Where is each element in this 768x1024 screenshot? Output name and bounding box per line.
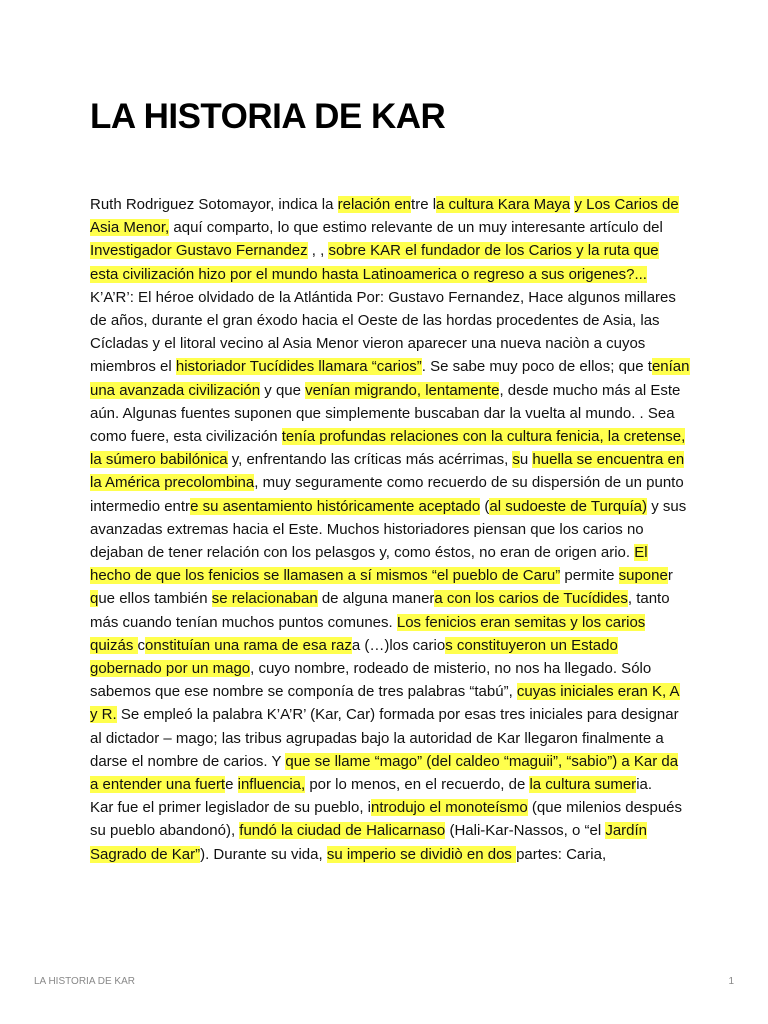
text-run: ia.: [636, 776, 653, 794]
highlighted-text: onstituían una rama de esa raz: [145, 636, 352, 654]
highlighted-text: influencia,: [237, 776, 306, 794]
text-run: y, enfrentando las críticas más acérrimas,: [227, 451, 513, 469]
text-run: (Hali-Kar-Nassos, o “el: [445, 822, 606, 840]
highlighted-text: la cultura sumer: [529, 776, 637, 794]
highlighted-text: supone: [618, 567, 668, 585]
page-number: 1: [728, 976, 734, 987]
text-run: u: [519, 451, 533, 469]
highlighted-text: a con los carios de Tucídides: [434, 590, 628, 608]
highlighted-text: sobre KAR el fundador de los Carios y la ruta que esta civilización hizo por el mundo hasta Latinoamerica o regreso a sus origenes?...: [90, 242, 659, 283]
highlighted-text: huella se encuentra en la América precolombina: [90, 451, 685, 492]
highlighted-text: y Los Carios de Asia Menor,: [90, 196, 679, 237]
highlighted-text: fundó la ciudad de Halicarnaso: [239, 822, 446, 840]
text-run: por lo menos, en el recuerdo, de: [305, 776, 530, 794]
highlighted-text: Investigador Gustavo Fernandez: [90, 242, 308, 260]
highlighted-text: historiador Tucídides llamara “carios”: [175, 358, 422, 376]
text-run: Se empleó la palabra K’A’R’ (Kar, Car) formada por esas tres iniciales para designar al dictador – mago; las tribus agrupadas bajo la autoridad de Kar llegaron finalmente a darse el nombre de carios. Y: [90, 706, 679, 770]
highlighted-text: que se llame “mago” (del caldeo “maguii”, “sabio”) a Kar da a entender una fuert: [90, 752, 679, 794]
highlighted-text: su imperio se dividiò en dos: [326, 845, 517, 863]
text-run: K’A’R’: El héroe olvidado de la Atlántida Por: Gustavo Fernandez, Hace algunos millares de años, durante el gran éxodo hacia el Oeste de las hordas procedentes de Asia, las Cícladas y el litoral vecino al Asia Menor vieron aparecer una nueva naciòn a cuyos miembros el: [90, 288, 676, 376]
text-run: permite: [560, 567, 619, 585]
highlighted-text: venían migrando, lentamente: [305, 381, 500, 399]
text-run: a (…)los cario: [351, 636, 446, 654]
highlighted-text: tenía profundas relaciones con la cultura fenicia, la cretense, la súmero babilónica: [90, 428, 686, 469]
highlighted-text: s: [512, 451, 520, 469]
text-run: , cuyo nombre, rodeado de misterio, no nos ha llegado. Sólo sabemos que ese nombre se componía de tres palabras “tabú”,: [90, 660, 652, 701]
text-run: , ,: [307, 242, 329, 260]
paragraph: [90, 796, 690, 866]
document-body: [90, 193, 690, 866]
text-run: de alguna maner: [317, 590, 435, 608]
text-run: ). Durante su vida,: [200, 845, 327, 863]
highlighted-text: al sudoeste de Turquía): [489, 497, 648, 515]
highlighted-text: e su asentamiento históricamente aceptado: [190, 497, 481, 515]
text-run: (: [480, 497, 490, 515]
text-run: partes: Caria,: [516, 845, 607, 863]
text-run: , tanto más cuando tenían muchos puntos comunes.: [90, 590, 670, 631]
page-title: LA HISTORIA DE KAR: [90, 97, 446, 136]
highlighted-text: s constituyeron un Estado gobernado por un mago: [90, 636, 618, 678]
text-run: , muy seguramente como recuerdo de su dispersión de un punto intermedio entr: [90, 474, 684, 515]
paragraph: [90, 193, 690, 286]
highlighted-text: q: [90, 590, 99, 608]
text-run: e: [225, 776, 238, 794]
text-run: Ruth Rodriguez Sotomayor, indica la: [90, 196, 338, 213]
text-run: r: [667, 567, 673, 585]
text-run: aquí comparto, lo que estimo relevante de un muy interesante artículo del: [169, 219, 663, 237]
highlighted-text: a cultura Kara Maya: [436, 196, 571, 213]
highlighted-text: Los fenicios eran semitas y los carios quizás: [90, 613, 646, 654]
highlighted-text: Jardín Sagrado de Kar”: [90, 822, 648, 863]
text-run: , desde mucho más al Este aún. Algunas fuentes suponen que simplemente buscaban dar la vuelta al mundo. . Sea como fuere, esta civilización: [90, 381, 681, 446]
highlighted-text: El hecho de que los fenicios se llamasen a sí mismos “el pueblo de Caru”: [90, 544, 648, 585]
text-run: y que: [260, 381, 306, 399]
highlighted-text: se relacionaban: [211, 590, 318, 608]
highlighted-text: ntrodujo el monoteísmo: [371, 799, 528, 817]
highlighted-text: cuyas iniciales eran K, A y R.: [90, 683, 680, 724]
text-run: y sus avanzadas extremas hacia el Este. Muchos historiadores piensan que los carios no dejaban de tener relación con los pelasgos y, como éstos, no eran de origen ario.: [90, 497, 687, 562]
footer-title: LA HISTORIA DE KAR: [34, 976, 135, 987]
highlighted-text: relación en: [337, 196, 412, 213]
highlighted-text: enían una avanzada civilización: [90, 358, 690, 399]
text-run: (que milenios después su pueblo abandonó),: [90, 799, 683, 840]
text-run: ue ellos también: [98, 590, 212, 608]
text-run: c: [137, 636, 146, 654]
paragraph: [90, 286, 690, 796]
text-run: tre l: [411, 196, 437, 213]
text-run: . Se sabe muy poco de ellos; que t: [421, 358, 652, 376]
text-run: Kar fue el primer legislador de su pueblo, i: [90, 799, 371, 817]
